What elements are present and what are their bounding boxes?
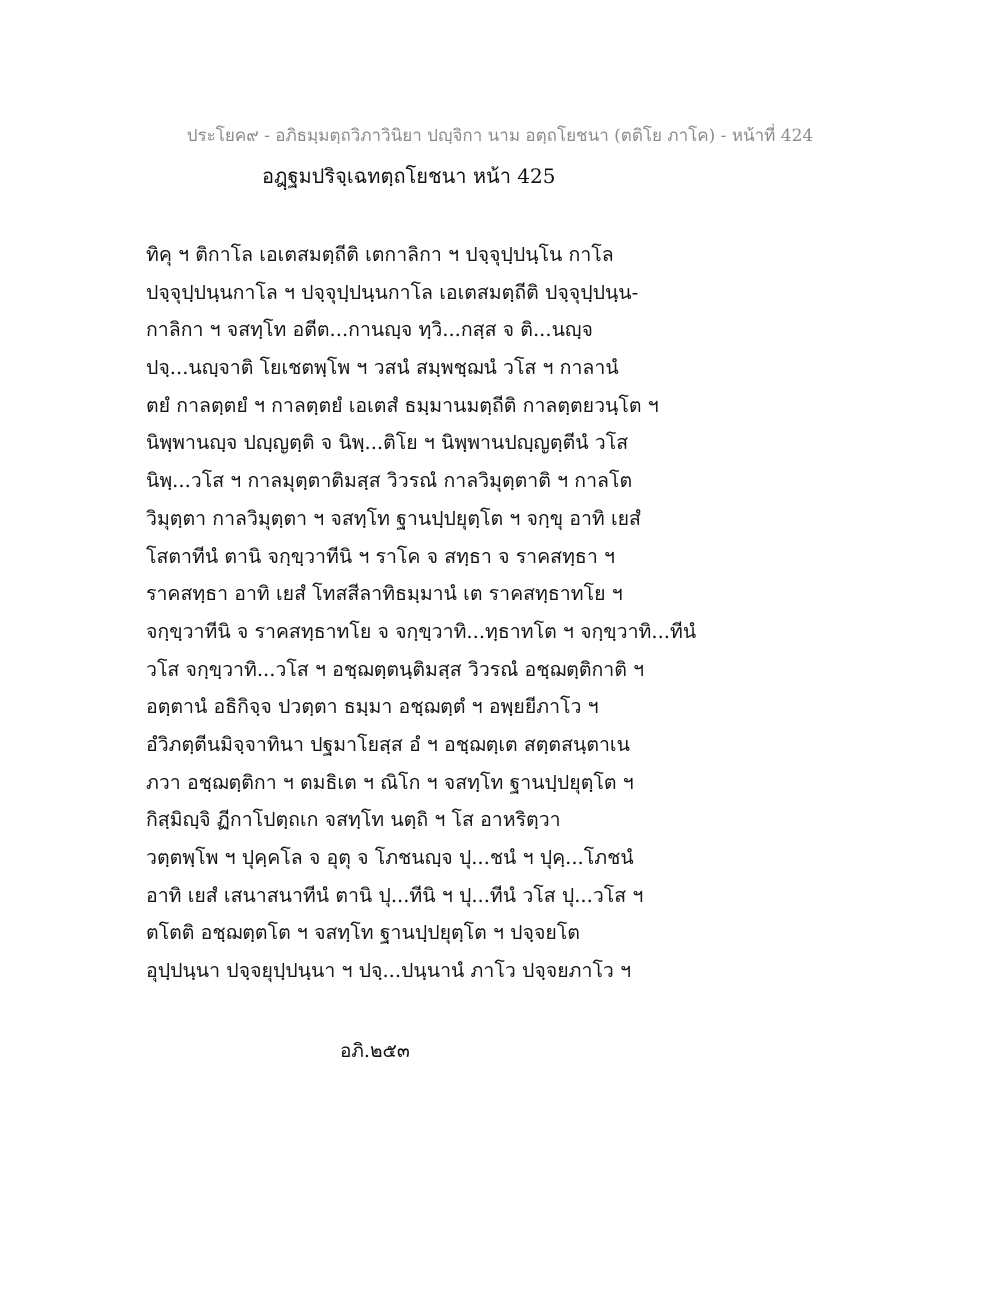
text-line: ปจฺจุปฺปนฺนกาโล ฯ ปจฺจุปฺปนฺนกาโล เอเตสมตฺถีติ ปจฺจุปฺปนฺน-	[146, 280, 639, 304]
text-line: วิมุตฺตา กาลวิมุตฺตา ฯ จสทฺโท ฐานปฺปยุตฺโต ฯ จกฺขุ อาทิ เยสํ	[146, 506, 641, 530]
section-title: อฎฺฐมปริจฺเฉทตฺถโยชนา หน้า 425	[262, 164, 556, 188]
text-line: ตโตติ อชฺฌตฺตโต ฯ จสทฺโท ฐานปฺปยุตฺโต ฯ ปจฺจยโต	[146, 921, 580, 945]
page-marker: อภิ.๒๕๓	[340, 1040, 410, 1062]
text-line: ราคสทฺธา อาทิ เยสํ โทสสีลาทิธมฺมานํ เต ราคสทฺธาทโย ฯ	[146, 582, 623, 606]
text-line: กิสฺมิญฺจิ ฏีกาโปตฺถเก จสทฺโท นตฺถิ ฯ โส อาหริตฺวา	[146, 808, 561, 832]
text-line: นิพฺพานญฺจ ปญฺญตฺติ จ นิพฺ...ติโย ฯ นิพฺพานปญฺญตฺตีนํ วโส	[146, 431, 629, 455]
text-line: อุปฺปนฺนา ปจฺจยุปฺปนฺนา ฯ ปจฺ...ปนฺนานํ ภาโว ปจฺจยภาโว ฯ	[146, 959, 632, 983]
text-line: ภวา อชฺฌตฺติกา ฯ ตมธิเต ฯ ณิโก ฯ จสทฺโท ฐานปฺปยุตฺโต ฯ	[146, 770, 634, 794]
text-line: ตยํ กาลตฺตยํ ฯ กาลตฺตยํ เอเตสํ ธมฺมานมตฺถีติ กาลตฺตยวนฺโต ฯ	[146, 393, 659, 417]
text-line: โสตาทีนํ ตานิ จกฺขฺวาทีนิ ฯ ราโค จ สทฺธา จ ราคสทฺธา ฯ	[146, 544, 615, 568]
body-text	[146, 236, 866, 990]
text-line: กาลิกา ฯ จสทฺโท อตีต...กานญฺจ ทฺวิ...กสฺส จ ติ...นญฺจ	[146, 318, 593, 342]
text-line: วโส จกฺขฺวาทิ...วโส ฯ อชฺฌตฺตนฺติมสฺส วิวรณํ อชฺฌตฺติกาติ ฯ	[146, 657, 645, 681]
text-line: ปจฺ...นญฺจาติ โยเชตพฺโพ ฯ วสนํ สมฺพชฺฌนํ วโส ฯ กาลานํ	[146, 356, 619, 380]
text-line: จกฺขฺวาทีนิ จ ราคสทฺธาทโย จ จกฺขฺวาทิ...ทฺธาทโต ฯ จกฺขฺวาทิ...ทีนํ	[146, 619, 697, 643]
text-line: วตฺตพฺโพ ฯ ปุคฺคโล จ อุตุ จ โภชนญฺจ ปุ...ชนํ ฯ ปุคฺ...โภชนํ	[146, 846, 634, 869]
text-line: อาทิ เยสํ เสนาสนาทีนํ ตานิ ปุ...ทีนิ ฯ ปุ...ทีนํ วโส ปุ...วโส ฯ	[146, 883, 644, 907]
text-line: ทิคุ ฯ ติกาโล เอเตสมตฺถีติ เตกาลิกา ฯ ปจฺจุปฺปนฺโน กาโล	[146, 243, 614, 266]
text-line: อตฺตานํ อธิกิจฺจ ปวตฺตา ธมฺมา อชฺฌตฺตํ ฯ อพฺยยีภาโว ฯ	[146, 695, 599, 719]
text-line: นิพฺ...วโส ฯ กาลมุตฺตาติมสฺส วิวรณํ กาลวิมุตฺตาติ ฯ กาลโต	[146, 469, 633, 493]
text-line: อํวิภตฺตีนมิจฺจาทินา ปฐมาโยสฺส อํ ฯ อชฺฌตฺเต สตฺตสนฺตาเน	[146, 732, 630, 756]
running-header: ประโยค๙ - อภิธมฺมตฺถวิภาวินิยา ปญฺจิกา นาม อตฺถโยชนา (ตติโย ภาโค) - หน้าที่ 424	[186, 126, 814, 146]
